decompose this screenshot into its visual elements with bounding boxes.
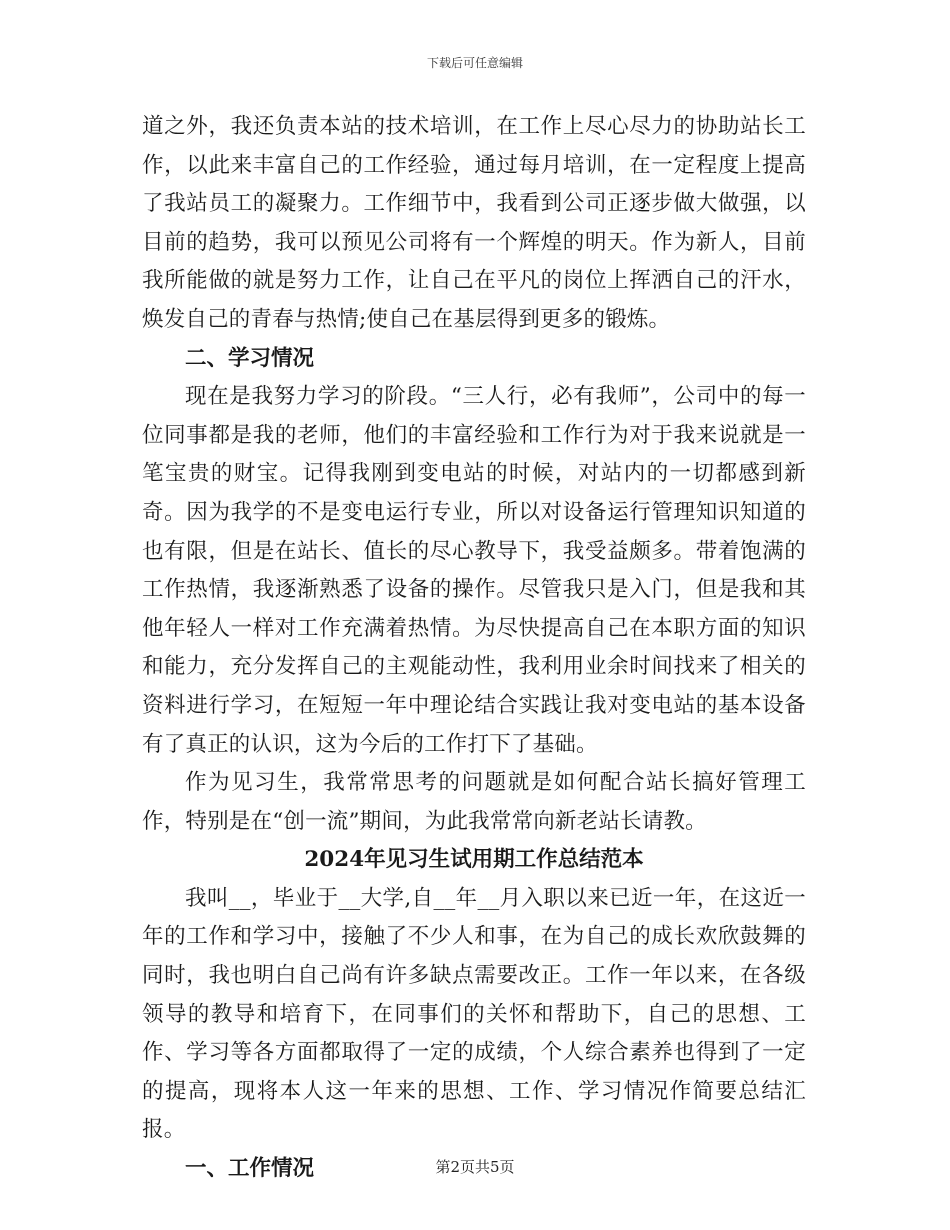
section-heading-work: 一、工作情况	[185, 1156, 315, 1182]
header-note: 下载后可任意编辑	[426, 56, 523, 70]
document-title: 2024年见习生试用期工作总结范本	[304, 847, 644, 873]
paragraph-continued: 道之外，我还负责本站的技术培训，在工作上尽心尽力的协助站长工作，以此来丰富自己的工作经验，通过每月培训，在一定程度上提高了我站员工的凝聚力。工作细节中，我看到公司正逐步做大做强，以目前的趋势，我可以预见公司将有一个辉煌的明天。作为新人，目前我所能做的就是努力工作，让自己在平凡的岗位上挥洒自己的汗水，焕发自己的青春与热情;使自己在基层得到更多的锻炼。	[142, 114, 806, 332]
page-number: 第2页共5页	[435, 1158, 515, 1176]
document-body	[142, 108, 806, 1189]
paragraph-intro: 我叫__，毕业于__大学,自__年__月入职以来已近一年，在这近一年的工作和学习中，接触了不少人和事，在为自己的成长欢欣鼓舞的同时，我也明白自己尚有许多缺点需要改正。工作一年以来，在各级领导的教导和培育下，在同事们的关怀和帮助下，自己的思想、工作、学习等各方面都取得了一定的成绩，个人综合素养也得到了一定的提高，现将本人这一年来的思想、工作、学习情况作简要总结汇报。	[142, 885, 806, 1143]
paragraph-study: 现在是我努力学习的阶段。“三人行，必有我师”，公司中的每一位同事都是我的老师，他们的丰富经验和工作行为对于我来说就是一笔宝贵的财宝。记得我刚到变电站的时候，对站内的一切都感到新奇。因为我学的不是变电运行专业，所以对设备运行管理知识知道的也有限，但是在站长、值长的尽心教导下，我受益颇多。带着饱满的工作热情，我逐渐熟悉了设备的操作。尽管我只是入门，但是我和其他年轻人一样对工作充满着热情。为尽快提高自己在本职方面的知识和能力，充分发挥自己的主观能动性，我利用业余时间找来了相关的资料进行学习，在短短一年中理论结合实践让我对变电站的基本设备有了真正的认识，这为今后的工作打下了基础。	[142, 384, 806, 757]
section-heading-study: 二、学习情况	[185, 345, 315, 371]
paragraph-trainee: 作为见习生，我常常思考的问题就是如何配合站长搞好管理工作，特别是在“创一流”期间，为此我常常向新老站长请教。	[142, 770, 806, 834]
